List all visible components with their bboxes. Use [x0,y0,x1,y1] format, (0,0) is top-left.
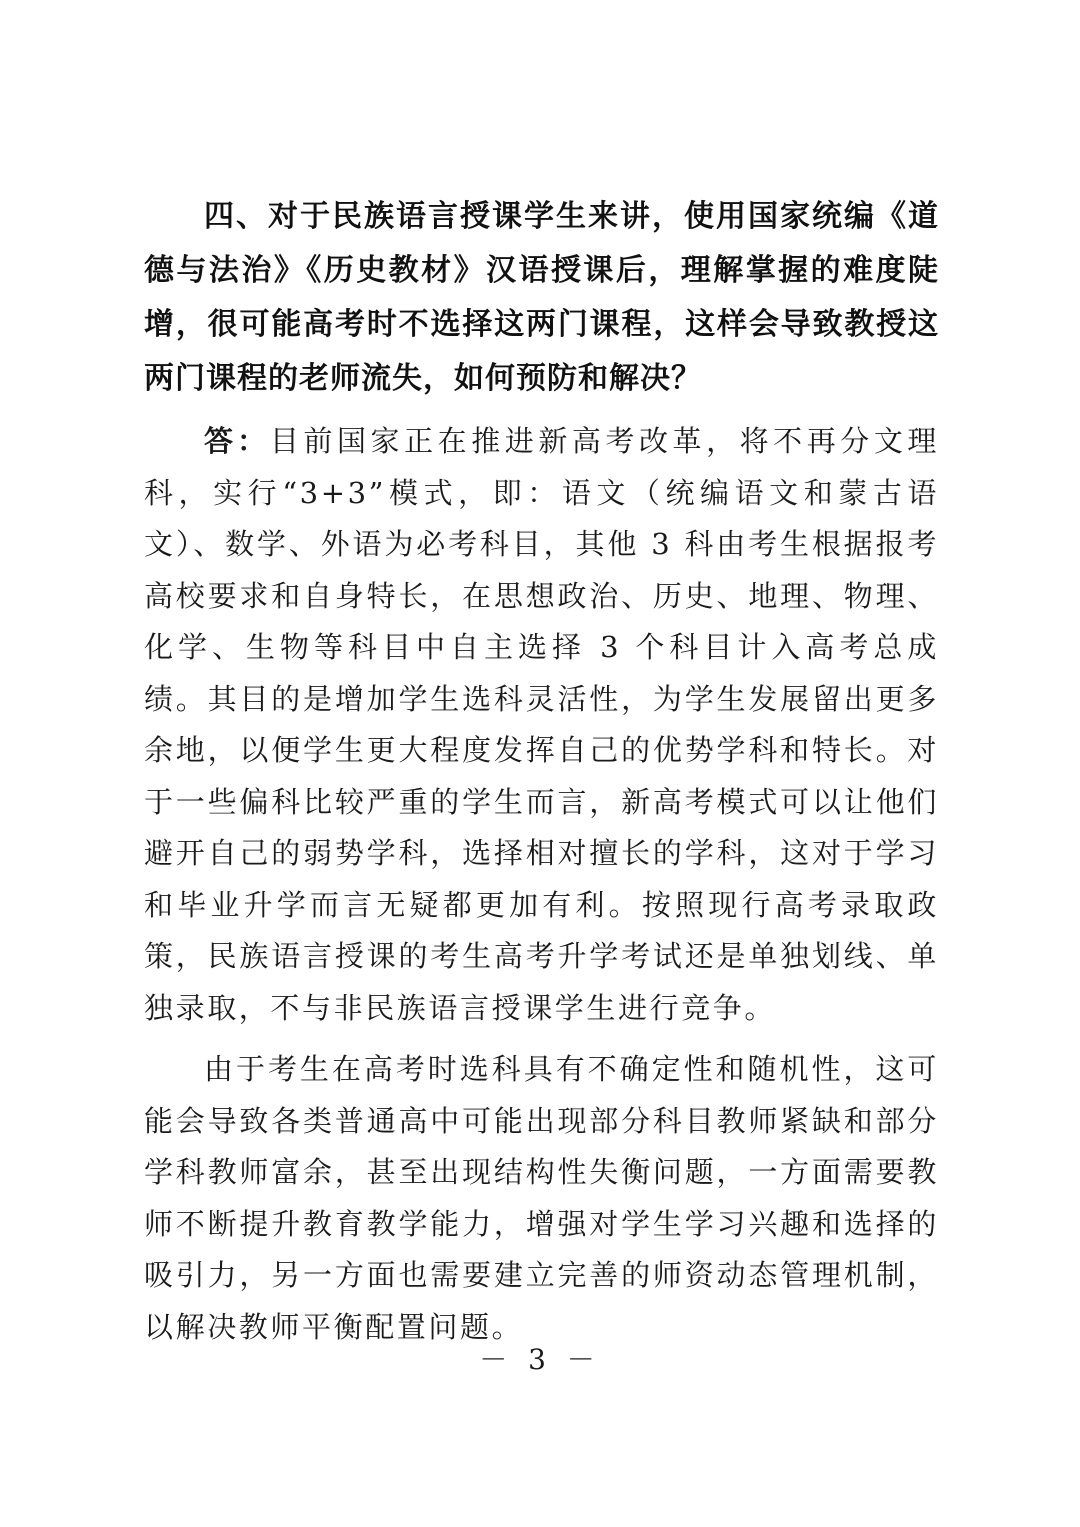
document-body [144,190,939,1353]
answer-paragraph-2: 由于考生在高考时选科具有不确定性和随机性，这可能会导致各类普通高中可能出现部分科目教师紧缺和部分学科教师富余，甚至出现结构性失衡问题，一方面需要教师不断提升教育教学能力，增强对学生学习兴趣和选择的吸引力，另一方面也需要建立完善的师资动态管理机制，以解决教师平衡配置问题。 [144,1052,939,1344]
answer-paragraph-1 [144,416,939,1034]
question-heading: 四、对于民族语言授课学生来讲，使用国家统编《道德与法治》《历史教材》汉语授课后，理解掌握的难度陡增，很可能高考时不选择这两门课程，这样会导致教授这两门课程的老师流失，如何预防和解决？ [144,199,939,396]
answer-label: 答： [204,424,270,458]
page-number: － 3 － [479,1343,601,1376]
answer-text-1: 目前国家正在推进新高考改革，将不再分文理科，实行“3+3”模式，即：语文（统编语文和蒙古语文）、数学、外语为必考科目，其他 3 科由考生根据报考高校要求和自身特长，在思想政治、历史、地理、物理、化学、生物等科目中自主选择 3 个科目计入高考总成绩。其目的是增加学生选科灵活性，为学生发展留出更多余地，以便学生更大程度发挥自己的优势学科和特长。对于一些偏科比较严重的学生而言，新高考模式可以让他们避开自己的弱势学科，选择相对擅长的学科，这对于学习和毕业升学而言无疑都更加有利。按照现行高考录取政策，民族语言授课的考生高考升学考试还是单独划线、单独录取，不与非民族语言授课学生进行竞争。 [144,424,939,1025]
